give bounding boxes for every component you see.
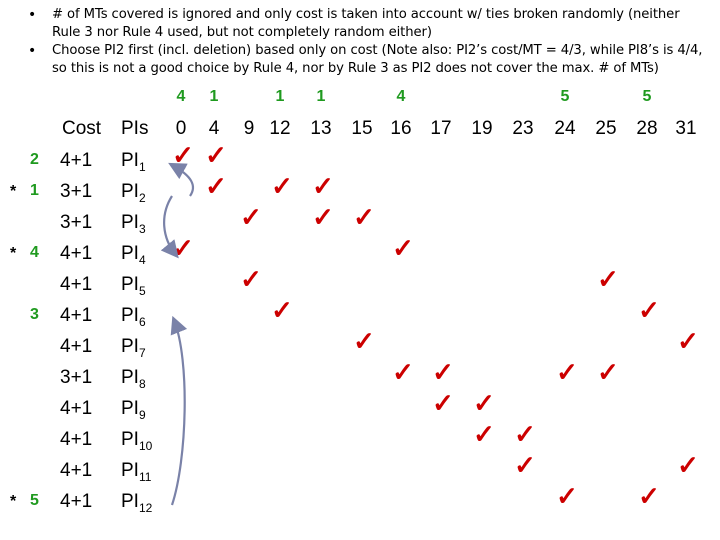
cost-cell: 4+1 — [60, 460, 93, 481]
checkmark-icon: ✓ — [240, 264, 262, 294]
checkmark-icon: ✓ — [597, 264, 619, 294]
pis-header: PIs — [121, 118, 149, 139]
pi-subscript: 10 — [138, 439, 153, 453]
column-header-19: 19 — [471, 118, 493, 139]
checkmark-icon: ✓ — [353, 202, 375, 232]
checkmark-icon: ✓ — [556, 481, 578, 511]
pi-label: PI — [121, 212, 139, 233]
pi-subscript: 6 — [138, 315, 146, 329]
pi-label: PI — [121, 274, 139, 295]
arrow-pi2-to-pi4 — [164, 196, 176, 255]
checkmark-icon: ✓ — [473, 419, 495, 449]
checkmark-icon: ✓ — [271, 171, 293, 201]
column-header-25: 25 — [595, 118, 617, 139]
cost-cell: 4+1 — [60, 150, 93, 171]
cost-cell: 4+1 — [60, 398, 93, 419]
checkmark-icon: ✓ — [392, 357, 414, 387]
checkmark-icon: ✓ — [677, 450, 699, 480]
pi-label: PI — [121, 491, 139, 512]
column-header-12: 12 — [269, 118, 291, 139]
cost-cell: 4+1 — [60, 429, 93, 450]
pi-label: PI — [121, 150, 139, 171]
checkmark-icon: ✓ — [432, 388, 454, 418]
pi-subscript: 3 — [138, 222, 146, 236]
column-header-31: 31 — [675, 118, 697, 139]
row-annotation: 1 — [30, 182, 39, 199]
checkmark-icon: ✓ — [353, 326, 375, 356]
pi-label: PI — [121, 243, 139, 264]
pi-label: PI — [121, 181, 139, 202]
star-marker: * — [10, 493, 17, 510]
checkmark-icon: ✓ — [514, 450, 536, 480]
pi-label: PI — [121, 398, 139, 419]
pi-subscript: 5 — [138, 284, 146, 298]
column-annotation: 4 — [176, 88, 186, 105]
checkmark-icon: ✓ — [172, 233, 194, 263]
bullet-text: Choose PI2 first (incl. deletion) based only on cost (Note also: PI2’s cost/MT = 4/3, while PI8’s is 4/4, so this is not a good choice by Rule 4, nor by Rule 3 as PI2 does not cover the max. # of MTs) — [52, 43, 703, 76]
checkmark-icon: ✓ — [473, 388, 495, 418]
column-annotation: 5 — [642, 88, 652, 105]
row-annotation: 5 — [30, 492, 39, 509]
column-header-0: 0 — [175, 118, 187, 139]
column-annotation: 1 — [209, 88, 219, 105]
checkmark-icon: ✓ — [432, 357, 454, 387]
cost-cell: 3+1 — [60, 212, 93, 233]
pi-label: PI — [121, 367, 139, 388]
cost-cell: 3+1 — [60, 181, 93, 202]
checkmark-icon: ✓ — [172, 140, 194, 170]
checkmark-icon: ✓ — [312, 171, 334, 201]
cost-cell: 4+1 — [60, 243, 93, 264]
star-marker: * — [10, 183, 17, 200]
arrow-pi1-to-pi2 — [172, 165, 193, 196]
pi-label: PI — [121, 336, 139, 357]
bullet-dot: • — [28, 7, 37, 23]
pi-subscript: 4 — [138, 253, 146, 267]
column-annotation: 1 — [316, 88, 326, 105]
checkmark-icon: ✓ — [312, 202, 334, 232]
cost-header: Cost — [62, 118, 102, 139]
bullet-dot: • — [28, 43, 37, 59]
column-header-4: 4 — [208, 118, 220, 139]
pi-subscript: 2 — [138, 191, 146, 205]
checkmark-icon: ✓ — [205, 140, 227, 170]
column-annotation: 5 — [560, 88, 570, 105]
column-header-23: 23 — [512, 118, 534, 139]
pi-subscript: 1 — [138, 160, 146, 174]
star-marker: * — [10, 245, 17, 262]
row-annotation: 4 — [30, 244, 39, 261]
pi-subscript: 11 — [138, 470, 152, 484]
cost-cell: 4+1 — [60, 305, 93, 326]
column-header-28: 28 — [636, 118, 658, 139]
arrow-pi12-to-pi6 — [172, 320, 185, 505]
pi-label: PI — [121, 305, 139, 326]
checkmark-icon: ✓ — [271, 295, 293, 325]
pi-subscript: 7 — [138, 346, 146, 360]
checkmark-icon: ✓ — [597, 357, 619, 387]
pi-label: PI — [121, 460, 139, 481]
checkmark-icon: ✓ — [638, 295, 660, 325]
column-header-13: 13 — [310, 118, 332, 139]
pi-subscript: 9 — [138, 408, 146, 422]
column-header-9: 9 — [243, 118, 255, 139]
checkmark-icon: ✓ — [514, 419, 536, 449]
cost-cell: 3+1 — [60, 367, 93, 388]
column-header-16: 16 — [390, 118, 412, 139]
checkmark-icon: ✓ — [638, 481, 660, 511]
column-header-24: 24 — [554, 118, 576, 139]
column-header-15: 15 — [351, 118, 373, 139]
checkmark-icon: ✓ — [240, 202, 262, 232]
bullet-text: # of MTs covered is ignored and only cost is taken into account w/ ties broken randomly (neither Rule 3 nor Rule 4 used, but not completely random either) — [52, 7, 680, 40]
checkmark-icon: ✓ — [205, 171, 227, 201]
checkmark-icon: ✓ — [677, 326, 699, 356]
row-annotation: 3 — [30, 306, 39, 323]
pi-subscript: 8 — [138, 377, 146, 391]
column-header-17: 17 — [430, 118, 452, 139]
pi-label: PI — [121, 429, 139, 450]
cost-cell: 4+1 — [60, 336, 93, 357]
cost-cell: 4+1 — [60, 491, 93, 512]
checkmark-icon: ✓ — [556, 357, 578, 387]
checkmark-icon: ✓ — [392, 233, 414, 263]
column-annotation: 1 — [275, 88, 285, 105]
cost-cell: 4+1 — [60, 274, 93, 295]
column-annotation: 4 — [396, 88, 406, 105]
row-annotation: 2 — [30, 151, 39, 168]
pi-subscript: 12 — [138, 501, 153, 515]
